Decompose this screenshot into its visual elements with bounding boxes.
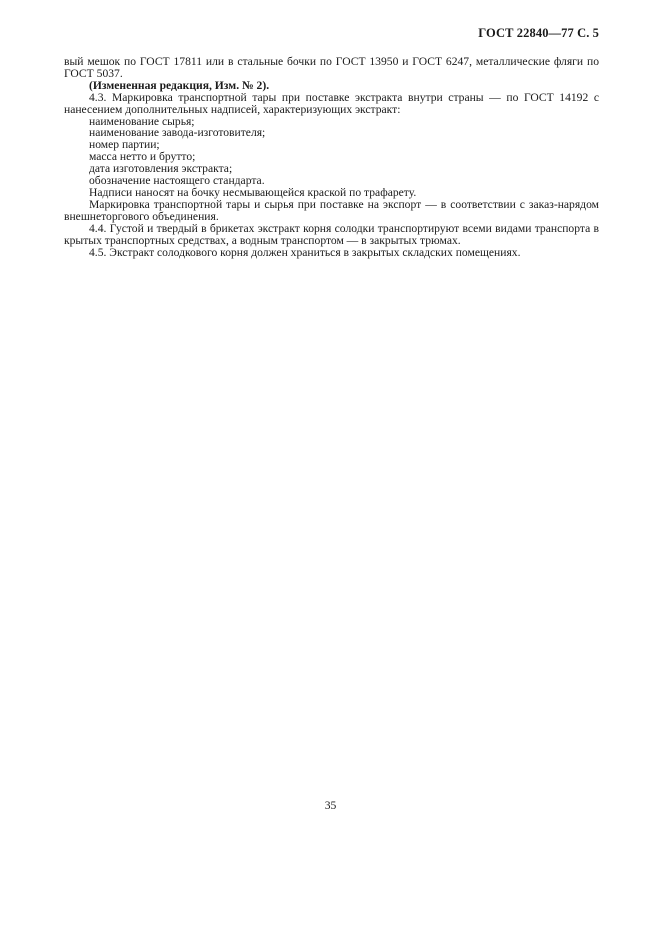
page-header: ГОСТ 22840—77 С. 5 (478, 26, 599, 40)
page-number: 35 (324, 799, 337, 812)
section-4-4: 4.4. Густой и твердый в брикетах экстракт корня солодки транспортируют всеми видами транспорта в крытых транспортных средствах, а водным транспортом — в закрытых трюмах. (64, 221, 599, 247)
export-note: Маркировка транспортной тары и сырья при поставке на экспорт — в соответствии с заказ-нарядом внешнеторгового объединения. (64, 197, 599, 223)
marking-list (64, 116, 599, 187)
list-item: наименование завода-изготовителя; (89, 126, 266, 140)
amendment-note: (Измененная редакция, Изм. № 2). (89, 78, 270, 92)
list-item: наименование сырья; (89, 114, 195, 128)
stencil-note: Надписи наносят на бочку несмывающейся краской по трафарету. (89, 185, 417, 199)
section-4-3-intro: 4.3. Маркировка транспортной тары при поставке экстракта внутри страны — по ГОСТ 14192 с нанесением дополнительных надписей, характеризующих экстракт: (64, 90, 599, 116)
section-4-5: 4.5. Экстракт солодкового корня должен храниться в закрытых складских помещениях. (89, 245, 521, 259)
list-item: обозначение настоящего стандарта. (89, 174, 265, 188)
list-item: масса нетто и брутто; (89, 150, 196, 164)
list-item: номер партии; (89, 138, 160, 152)
list-item: дата изготовления экстракта; (89, 162, 233, 176)
continuation-paragraph: вый мешок по ГОСТ 17811 или в стальные бочки по ГОСТ 13950 и ГОСТ 6247, металлические фляги по ГОСТ 5037. (64, 55, 599, 80)
document-body (64, 56, 599, 258)
